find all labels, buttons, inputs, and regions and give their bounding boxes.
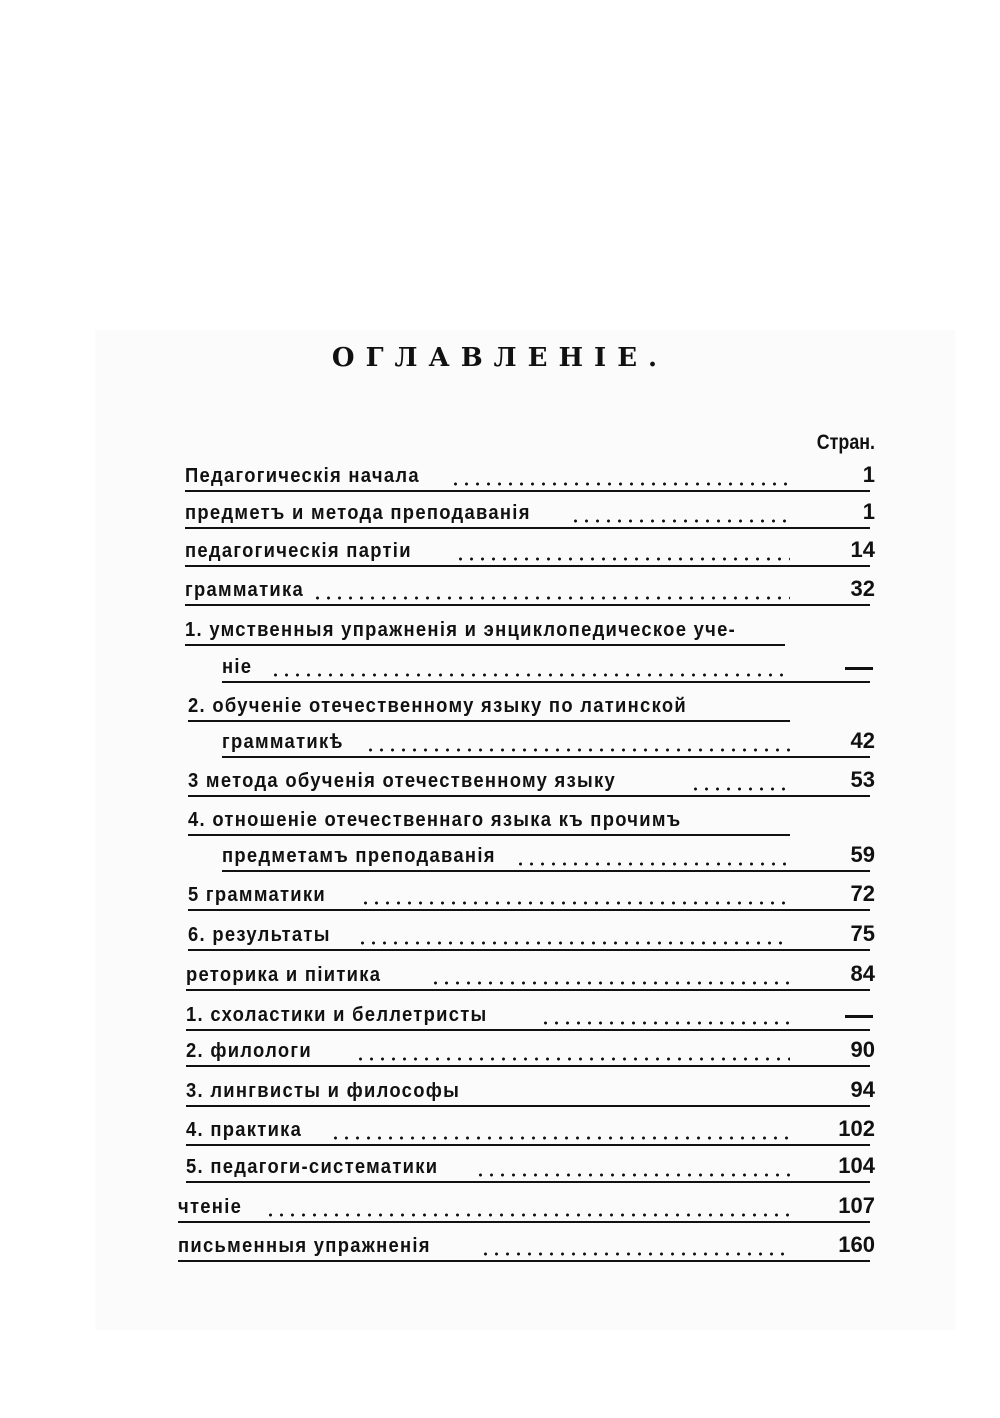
- page-title: ОГЛАВЛЕНІЕ.: [331, 343, 669, 373]
- page-dash: [845, 1015, 873, 1018]
- dot-leader: [690, 787, 790, 791]
- dot-leader: [265, 1213, 790, 1217]
- toc-entry-title: 4. отношеніе отечественнаго языка къ прочимъ: [188, 809, 682, 831]
- toc-entry: [0, 495, 1000, 529]
- underline-rule: [186, 1105, 870, 1107]
- underline-rule: [188, 720, 790, 722]
- toc-entry-page: 1: [862, 462, 875, 487]
- toc-entry-title: 4. практика: [186, 1119, 303, 1141]
- dot-leader: [360, 901, 790, 905]
- toc-entry-title: Педагогическія начала: [185, 465, 420, 487]
- toc-entry-title: 2. обученіе отечественному языку по латинской: [188, 695, 687, 717]
- dot-leader: [475, 1173, 790, 1177]
- underline-rule: [186, 989, 870, 991]
- toc-entry-page: 53: [850, 767, 875, 792]
- toc-entry-title: реторика и піитика: [186, 964, 382, 986]
- toc-entry: [0, 1189, 1000, 1223]
- toc-entry-title: чтеніе: [178, 1196, 243, 1218]
- toc-entry: [0, 957, 1000, 991]
- toc-entry: [0, 1112, 1000, 1146]
- dot-leader: [330, 1136, 790, 1140]
- dot-leader: [365, 748, 790, 752]
- toc-entry: [0, 533, 1000, 567]
- dot-leader: [357, 941, 790, 945]
- toc-entry-title: педагогическія партіи: [185, 540, 412, 562]
- underline-rule: [185, 490, 870, 492]
- toc-entry-title: 6. результаты: [188, 924, 331, 946]
- underline-rule: [185, 644, 785, 646]
- toc-entry: [0, 877, 1000, 911]
- underline-rule: [178, 1221, 870, 1223]
- toc-entry-title: 2. филологи: [186, 1040, 312, 1062]
- toc-entry: [0, 458, 1000, 492]
- toc-entry-title: 1. умственныя упражненія и энциклопедическое уче-: [185, 619, 737, 641]
- toc-entry-title: грамматика: [185, 579, 304, 601]
- toc-entry-title: грамматикѣ: [222, 731, 344, 753]
- toc-entry-page: 59: [850, 842, 875, 867]
- toc-entry-page: 14: [850, 537, 875, 562]
- toc-entry: [0, 802, 1000, 836]
- dot-leader: [480, 1252, 790, 1256]
- dot-leader: [355, 1057, 790, 1061]
- toc-entry-page: 90: [850, 1037, 875, 1062]
- toc-entry-page: 107: [838, 1193, 875, 1218]
- toc-entry-title: предметъ и метода преподаванія: [185, 502, 531, 524]
- underline-rule: [186, 1065, 870, 1067]
- underline-rule: [186, 1144, 870, 1146]
- toc-entry-page: 42: [850, 728, 875, 753]
- toc-entry: [0, 572, 1000, 606]
- toc-entry-page: 32: [850, 576, 875, 601]
- toc-entry: [0, 724, 1000, 758]
- dot-leader: [270, 673, 790, 677]
- underline-rule: [188, 909, 870, 911]
- toc-entry-page: 75: [850, 921, 875, 946]
- dot-leader: [515, 862, 790, 866]
- toc-entry: [0, 997, 1000, 1031]
- toc-entry: [0, 838, 1000, 872]
- underline-rule: [185, 604, 870, 606]
- toc-entry: [0, 688, 1000, 722]
- toc-entry-page: 72: [850, 881, 875, 906]
- toc-entry-page: 102: [838, 1116, 875, 1141]
- toc-entry-title: 1. схоластики и беллетристы: [186, 1004, 488, 1026]
- toc-entry: [0, 649, 1000, 683]
- dot-leader: [540, 1021, 790, 1025]
- underline-rule: [188, 949, 870, 951]
- toc-entry-title: 3. лингвисты и философы: [186, 1080, 461, 1102]
- dot-leader: [570, 519, 790, 523]
- underline-rule: [222, 870, 870, 872]
- dot-leader: [312, 596, 790, 600]
- toc-entry-title: ніе: [222, 656, 253, 678]
- underline-rule: [186, 1029, 870, 1031]
- toc-entry-title: 3 метода обученія отечественному языку: [188, 770, 617, 792]
- dot-leader: [455, 557, 790, 561]
- toc-entry-page: 160: [838, 1232, 875, 1257]
- toc-entry-page: 1: [862, 499, 875, 524]
- pages-column-header: Стран.: [816, 431, 875, 454]
- underline-rule: [188, 834, 790, 836]
- dot-leader: [450, 482, 790, 486]
- toc-entry: [0, 612, 1000, 646]
- underline-rule: [222, 756, 870, 758]
- toc-entry: [0, 1149, 1000, 1183]
- page-dash: [845, 667, 873, 670]
- underline-rule: [188, 795, 870, 797]
- toc-entry-title: 5. педагоги-систематики: [186, 1156, 439, 1178]
- underline-rule: [186, 1181, 870, 1183]
- toc-entry-title: письменныя упражненія: [178, 1235, 431, 1257]
- toc-entry-page: 94: [850, 1077, 875, 1102]
- toc-entry: [0, 763, 1000, 797]
- toc-entry-page: 104: [838, 1153, 875, 1178]
- underline-rule: [185, 565, 870, 567]
- underline-rule: [178, 1260, 870, 1262]
- underline-rule: [222, 681, 870, 683]
- toc-entry-title: 5 грамматики: [188, 884, 326, 906]
- toc-entry-title: предметамъ преподаванія: [222, 845, 496, 867]
- toc-entry: [0, 1228, 1000, 1262]
- underline-rule: [185, 527, 870, 529]
- dot-leader: [430, 981, 790, 985]
- toc-entry: [0, 1073, 1000, 1107]
- toc-entry: [0, 1033, 1000, 1067]
- toc-entry: [0, 917, 1000, 951]
- toc-entry-page: 84: [850, 961, 875, 986]
